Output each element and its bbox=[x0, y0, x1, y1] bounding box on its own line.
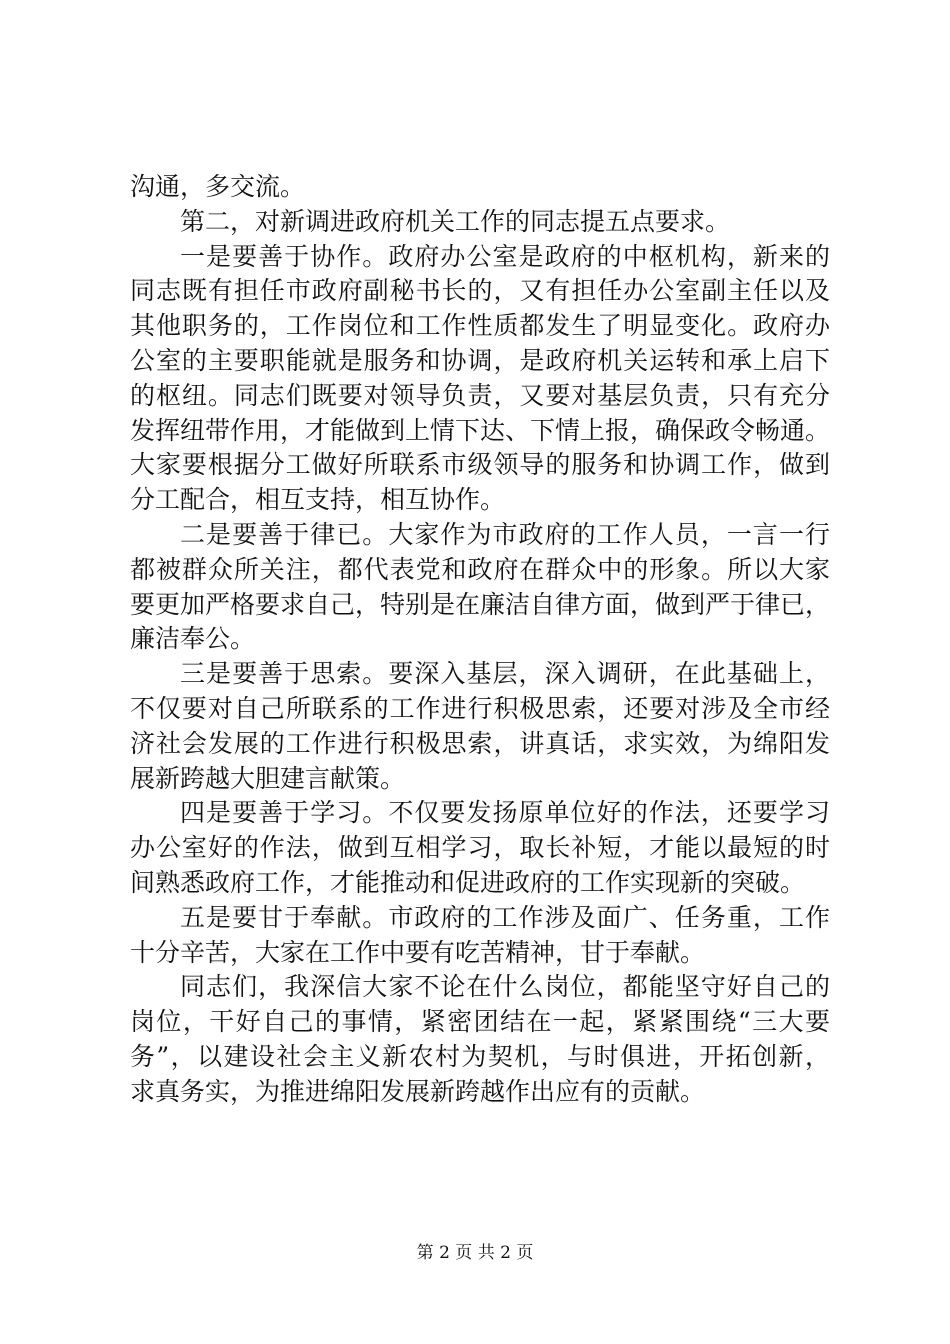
text-line: 一是要善于协作。政府办公室是政府的中枢机构，新来的 bbox=[180, 241, 830, 271]
text-line: 不仅要对自己所联系的工作进行积极思索，还要对涉及全市经 bbox=[130, 693, 830, 723]
text-line: 沟通，多交流。 bbox=[130, 172, 306, 201]
text-line: 五是要甘于奉献。市政府的工作涉及面广、任务重，工作 bbox=[180, 902, 830, 932]
text-line: 其他职务的，工作岗位和工作性质都发生了明显变化。政府办 bbox=[130, 311, 830, 341]
text-line: 务”，以建设社会主义新农村为契机，与时俱进，开拓创新， bbox=[130, 1041, 830, 1071]
text-line: 发挥纽带作用，才能做到上情下达、下情上报，确保政令畅通。 bbox=[130, 415, 831, 445]
text-line: 廉洁奉公。 bbox=[130, 624, 256, 654]
text-line: 公室的主要职能就是服务和协调，是政府机关运转和承上启下 bbox=[130, 345, 830, 375]
text-line: 岗位，干好自己的事情，紧密团结在一起，紧紧围绕“三大要 bbox=[130, 1007, 830, 1037]
text-line: 要更加严格要求自己，特别是在廉洁自律方面，做到严于律已， bbox=[130, 589, 831, 619]
text-line: 十分辛苦，大家在工作中要有吃苦精神，甘于奉献。 bbox=[130, 937, 706, 967]
text-line: 分工配合，相互支持，相互协作。 bbox=[130, 485, 506, 515]
text-line: 的枢纽。同志们既要对领导负责，又要对基层负责，只有充分 bbox=[130, 380, 830, 410]
text-line: 办公室好的作法，做到互相学习，取长补短，才能以最短的时 bbox=[130, 833, 830, 863]
text-line: 同志们，我深信大家不论在什么岗位，都能坚守好自己的 bbox=[180, 972, 830, 1002]
text-line: 四是要善于学习。不仅要发扬原单位好的作法，还要学习 bbox=[180, 798, 830, 828]
text-line: 济社会发展的工作进行积极思索，讲真话，求实效，为绵阳发 bbox=[130, 728, 830, 758]
text-line: 大家要根据分工做好所联系市级领导的服务和协调工作，做到 bbox=[130, 450, 830, 480]
page-footer bbox=[0, 1242, 950, 1264]
page-number: 第 2 页 共 2 页 bbox=[416, 1243, 534, 1263]
text-line: 展新跨越大胆建言献策。 bbox=[130, 763, 406, 793]
text-line: 三是要善于思索。要深入基层，深入调研，在此基础上， bbox=[180, 659, 830, 689]
text-line: 同志既有担任市政府副秘书长的，又有担任办公室副主任以及 bbox=[130, 276, 830, 306]
text-line: 二是要善于律已。大家作为市政府的工作人员，一言一行 bbox=[180, 519, 830, 549]
document-body bbox=[130, 170, 830, 1110]
text-line: 第二，对新调进政府机关工作的同志提五点要求。 bbox=[180, 206, 731, 236]
text-line: 间熟悉政府工作，才能推动和促进政府的工作实现新的突破。 bbox=[130, 867, 806, 897]
text-line: 都被群众所关注，都代表党和政府在群众中的形象。所以大家 bbox=[130, 554, 830, 584]
text-line: 求真务实，为推进绵阳发展新跨越作出应有的贡献。 bbox=[130, 1076, 706, 1106]
